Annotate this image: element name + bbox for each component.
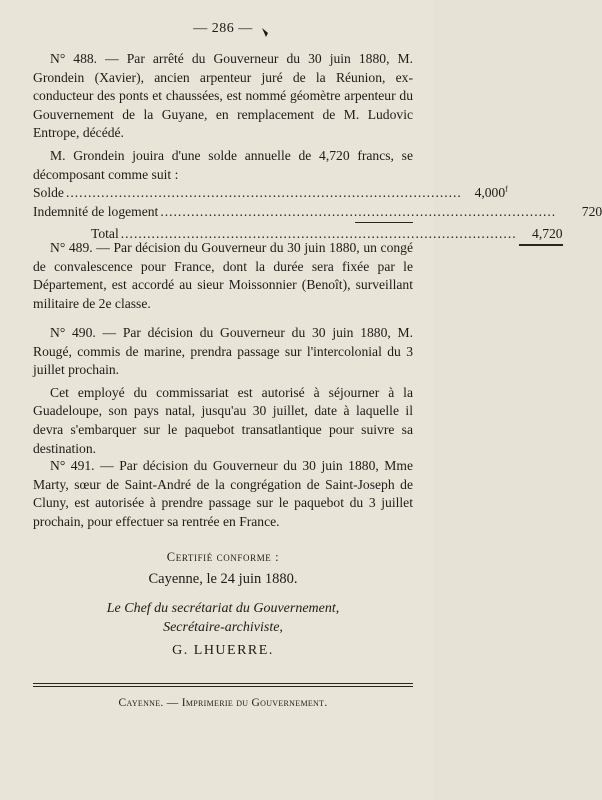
sum-rule — [355, 222, 413, 223]
entry-491 — [33, 457, 413, 531]
entry-488-paragraph-2: M. Grondein jouira d'une solde annuelle de 4,720 francs, se décomposant comme suit : — [33, 147, 413, 182]
signatory-role: Secrétaire-archiviste, — [163, 620, 283, 635]
signatory-title: Le Chef du secrétariat du Gouvernement, — [106, 601, 340, 616]
entry-489-paragraph-1: N° 489. — Par décision du Gouverneur du 30 juin 1880, un congé de convalescence pour France, dont la durée sera fixée par le Département, est accordé au sieur Moissonnier (Benoît), surveillant militaire de 2e classe. — [33, 240, 413, 311]
entry-490-paragraph-1: N° 490. — Par décision du Gouverneur du 30 juin 1880, M. Rougé, commis de marine, prendra passage sur l'intercolonial du 3 juillet prochain. — [33, 325, 413, 378]
breakdown-amount — [464, 184, 508, 203]
certified-place-date: Cayenne, le 24 juin 1880. — [148, 571, 298, 587]
entry-488-paragraph-1: N° 488. — Par arrêté du Gouverneur du 30 juin 1880, M. Grondein (Xavier), ancien arpenteur juré de la Réunion, ex-conducteur des ponts et chaussées, est nommé géomètre arpenteur du Gouvernement de la Guyane, en remplacement de M. Ludovic Entrope, décédé. — [33, 51, 413, 141]
printer-imprint: Cayenne. — Imprimerie du Gouvernement. — [118, 697, 328, 709]
salary-breakdown — [33, 184, 602, 244]
entry-489 — [33, 239, 413, 313]
breakdown-amount: 720 — [581, 203, 602, 219]
breakdown-row-indemnite — [33, 203, 602, 222]
entry-488 — [33, 50, 602, 244]
breakdown-amount-suffix: f — [505, 184, 508, 194]
entry-491-paragraph-1: N° 491. — Par décision du Gouverneur du 30 juin 1880, Mme Marty, sœur de Saint-André de la congrégation de Saint-Joseph de Cluny, est autorisée à prendre passage sur le paquebot du 3 juillet prochain, pour effectuer sa rentrée en France. — [33, 458, 413, 529]
total-amount: 4,720 — [519, 225, 563, 246]
breakdown-amount-value: 4,000 — [474, 185, 506, 201]
footer-rule-secondary — [33, 686, 413, 687]
breakdown-row-solde — [33, 184, 508, 203]
signatory-name: G. LHUERRE. — [172, 643, 274, 658]
entry-490 — [33, 324, 413, 458]
page-number: — 286 — — [193, 21, 253, 36]
leader-dots: .......................................................................................... — [120, 226, 517, 242]
breakdown-label: Solde — [33, 185, 64, 201]
certified-heading: Certifié conforme : — [166, 550, 280, 564]
leader-dots: .......................................................................................... — [65, 185, 462, 201]
total-label: Total — [91, 226, 119, 242]
ink-mark — [261, 27, 269, 39]
leader-dots: .......................................................................................... — [160, 203, 557, 219]
breakdown-label: Indemnité de logement — [33, 203, 159, 219]
entry-490-paragraph-2: Cet employé du commissariat est autorisé à séjourner à la Guadeloupe, son pays natal, jusqu'au 30 juillet, date à laquelle il devra s'embarquer sur le paquebot transatlantique pour suivre sa destination. — [33, 384, 413, 456]
footer-rule — [33, 683, 413, 684]
certification-block — [33, 548, 413, 662]
